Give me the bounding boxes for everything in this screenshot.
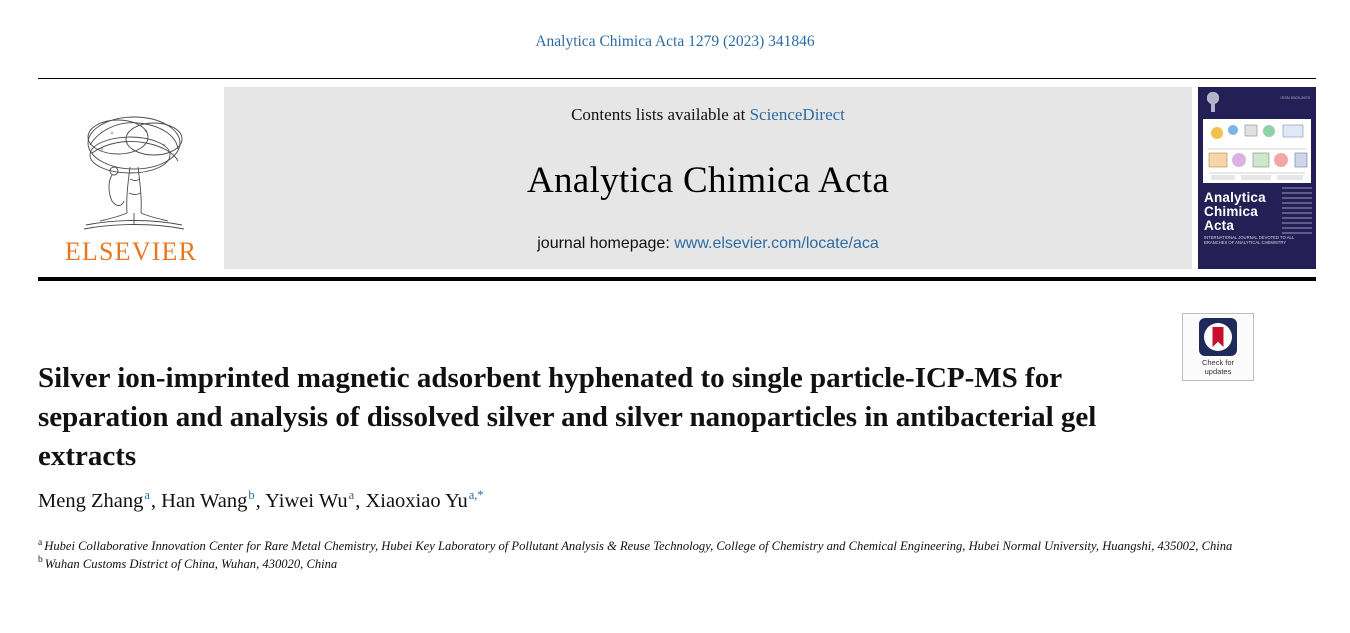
cover-title-line1: Analytica (1204, 190, 1266, 205)
affiliation-text: Hubei Collaborative Innovation Center for Rare Metal Chemistry, Hubei Key Laboratory of Pollutant Analysis & Reuse Technology, College of Chemistry and Chemical Engineering, Hubei Normal University, Huangshi, 435002, China (44, 539, 1233, 553)
cover-elsevier-mini-icon (1205, 92, 1221, 112)
affiliation-list (38, 538, 1298, 572)
cover-subtitle: INTERNATIONAL JOURNAL DEVOTED TO ALL BRANCHES OF ANALYTICAL CHEMISTRY (1204, 235, 1295, 245)
cover-graphical-abstract (1203, 119, 1311, 183)
author-item (265, 490, 365, 512)
contents-available-line (571, 105, 845, 125)
affiliation-text: Wuhan Customs District of China, Wuhan, 430020, China (44, 556, 338, 571)
author-list (38, 490, 1138, 513)
crossmark-icon (1199, 318, 1237, 356)
crossmark-badge[interactable] (1182, 313, 1254, 381)
journal-homepage-line (537, 235, 879, 253)
author-affiliation-marker: a (144, 488, 150, 503)
masthead-bottom-rule (38, 277, 1316, 281)
author-name: Yiwei Wu (265, 490, 348, 512)
elsevier-wordmark: ELSEVIER (64, 237, 198, 266)
author-separator: , (355, 490, 366, 512)
affiliation-marker: b (38, 555, 43, 566)
crossmark-line2: updates (1204, 367, 1232, 376)
journal-title: Analytica Chimica Acta (526, 159, 890, 201)
author-separator: , (255, 490, 266, 512)
journal-cover (1198, 87, 1316, 269)
crossmark-label (1202, 358, 1234, 376)
affiliation-marker: a (38, 537, 43, 548)
author-name: Xiaoxiao Yu (365, 490, 468, 512)
author-item (161, 490, 265, 512)
journal-homepage-link[interactable]: www.elsevier.com/locate/aca (674, 235, 879, 252)
author-affiliation-marker: a,* (468, 488, 484, 503)
article-title: Silver ion-imprinted magnetic adsorbent hyphenated to single particle-ICP-MS for separation and analysis of dissolved silver and silver nanoparticles in antibacterial gel extracts (38, 362, 1097, 473)
affiliation-item (38, 538, 1298, 555)
journal-masthead (38, 78, 1316, 268)
cover-title (1204, 191, 1266, 233)
author-affiliation-marker: a (348, 488, 355, 503)
sciencedirect-link[interactable]: ScienceDirect (749, 105, 845, 124)
cover-title-line3: Acta (1204, 218, 1235, 233)
author-item (38, 490, 161, 512)
elsevier-logo (38, 87, 224, 269)
author-name: Meng Zhang (38, 490, 144, 512)
running-head: Analytica Chimica Acta 1279 (2023) 341846 (535, 33, 815, 50)
cover-decorative-lines (1282, 187, 1312, 263)
cover-title-line2: Chimica (1204, 204, 1258, 219)
journal-cover-thumbnail (1192, 87, 1316, 269)
contents-banner (224, 87, 1192, 269)
elsevier-tree-icon (56, 109, 206, 237)
author-name: Han Wang (161, 490, 248, 512)
contents-prefix: Contents lists available at (571, 105, 750, 124)
author-affiliation-marker: b (248, 488, 255, 503)
homepage-prefix: journal homepage: (537, 235, 675, 252)
author-separator: , (150, 490, 162, 512)
crossmark-line1: Check for (1201, 358, 1235, 367)
cover-corner-text: ISSN 0003-2670 (1280, 95, 1310, 100)
author-item (365, 490, 484, 512)
affiliation-item (38, 556, 1298, 573)
